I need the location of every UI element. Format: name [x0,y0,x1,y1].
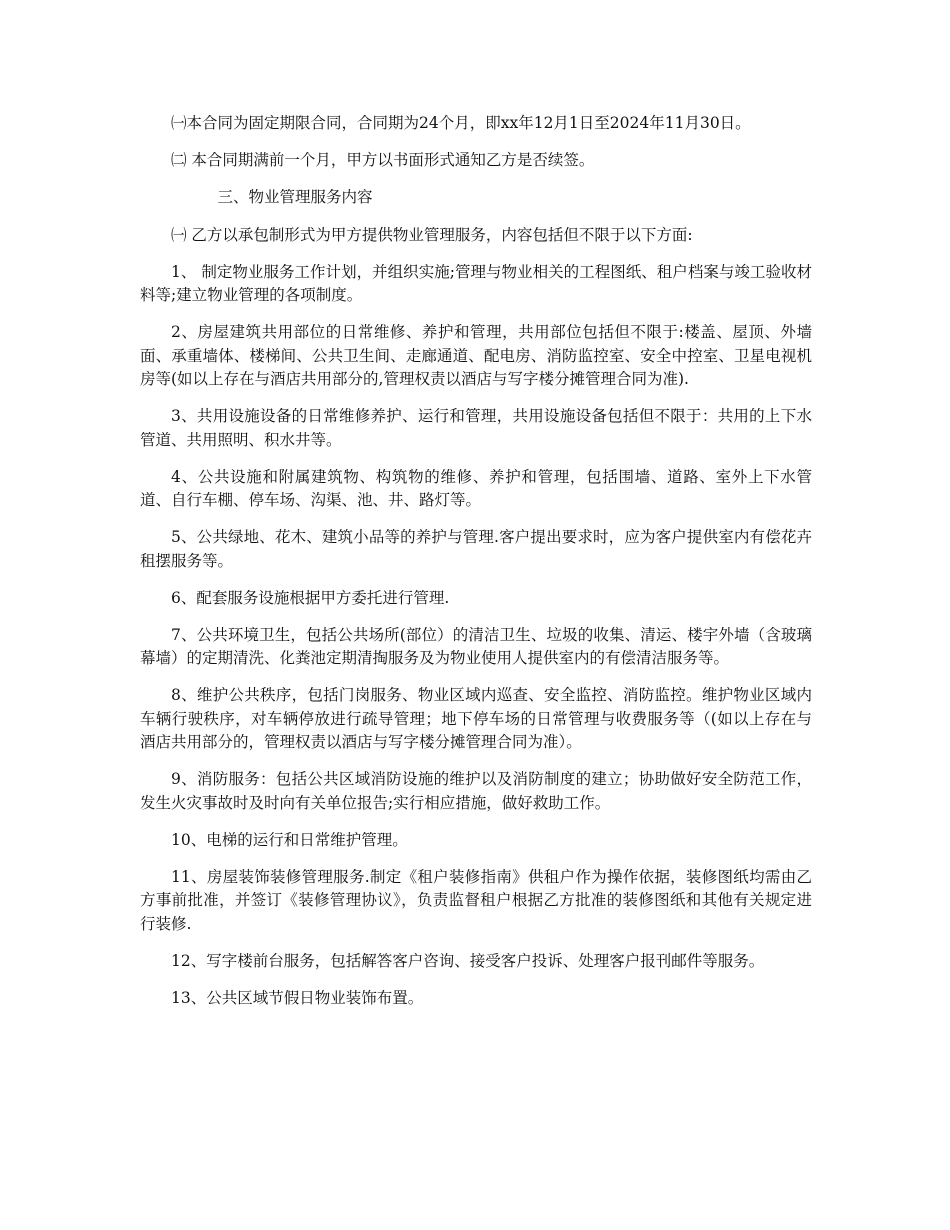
renewal-notice-paragraph: ㈡ 本合同期满前一个月，甲方以书面形式通知乙方是否续签。 [171,151,595,169]
section-heading: 三、物业管理服务内容 [217,188,373,206]
service-scope-intro: ㈠ 乙方以承包制形式为甲方提供物业管理服务，内容包括但不限于以下方面: [171,225,693,244]
service-item-11: 11、房屋装饰装修管理服务.制定《租户装修指南》供租户作为操作依据，装修图纸均需由乙方事前批准，并签订《装修管理协议》，负责监督租户根据乙方批准的装修图纸和其他有关规定进行装修. [140,867,812,933]
service-item-10: 10、电梯的运行和日常维护管理。 [171,830,408,849]
service-item-4: 4、公共设施和附属建筑物、构筑物的维修、养护和管理，包括围墙、道路、室外上下水管道、自行车棚、停车场、沟渠、池、井、路灯等。 [140,467,812,509]
service-item-12: 12、写字楼前台服务，包括解答客户咨询、接受客户投诉、处理客户报刊邮件等服务。 [171,951,765,970]
service-item-13: 13、公共区域节假日物业装饰布置。 [171,988,424,1007]
service-item-6: 6、配套服务设施根据甲方委托进行管理. [171,588,450,607]
service-item-9: 9、消防服务：包括公共区域消防设施的维护以及消防制度的建立；协助做好安全防范工作，发生火灾事故时及时向有关单位报告;实行相应措施，做好救助工作。 [140,770,812,812]
service-item-7: 7、公共环境卫生，包括公共场所(部位）的清洁卫生、垃圾的收集、清运、楼宇外墙（含玻璃幕墙）的定期清洗、化粪池定期清掏服务及为物业使用人提供室内的有偿清洁服务等。 [140,625,812,667]
document-body [140,112,812,1024]
contract-term-paragraph: ㈠本合同为固定期限合同，合同期为24个月，即xx年12月1日至2024年11月30日。 [171,114,751,132]
service-item-8: 8、维护公共秩序，包括门岗服务、物业区域内巡查、安全监控、消防监控。维护物业区域内车辆行驶秩序，对车辆停放进行疏导管理；地下停车场的日常管理与收费服务等（(如以上存在与酒店共用部分的，管理权责以酒店与写字楼分摊管理合同为准）。 [140,686,812,751]
service-item-1: 1、 制定物业服务工作计划，并组织实施;管理与物业相关的工程图纸、租户档案与竣工验收材料等;建立物业管理的各项制度。 [140,262,812,304]
service-item-3: 3、共用设施设备的日常维修养护、运行和管理，共用设施设备包括但不限于：共用的上下水管道、共用照明、积水井等。 [140,407,812,449]
service-item-5: 5、公共绿地、花木、建筑小品等的养护与管理.客户提出要求时，应为客户提供室内有偿花卉租摆服务等。 [140,528,812,570]
service-item-2: 2、房屋建筑共用部位的日常维修、养护和管理，共用部位包括但不限于:楼盖、屋顶、外墙面、承重墙体、楼梯间、公共卫生间、走廊通道、配电房、消防监控室、安全中控室、卫星电视机房等(如以上存在与酒店共用部分的,管理权责以酒店与写字楼分摊管理合同为准). [140,323,812,388]
